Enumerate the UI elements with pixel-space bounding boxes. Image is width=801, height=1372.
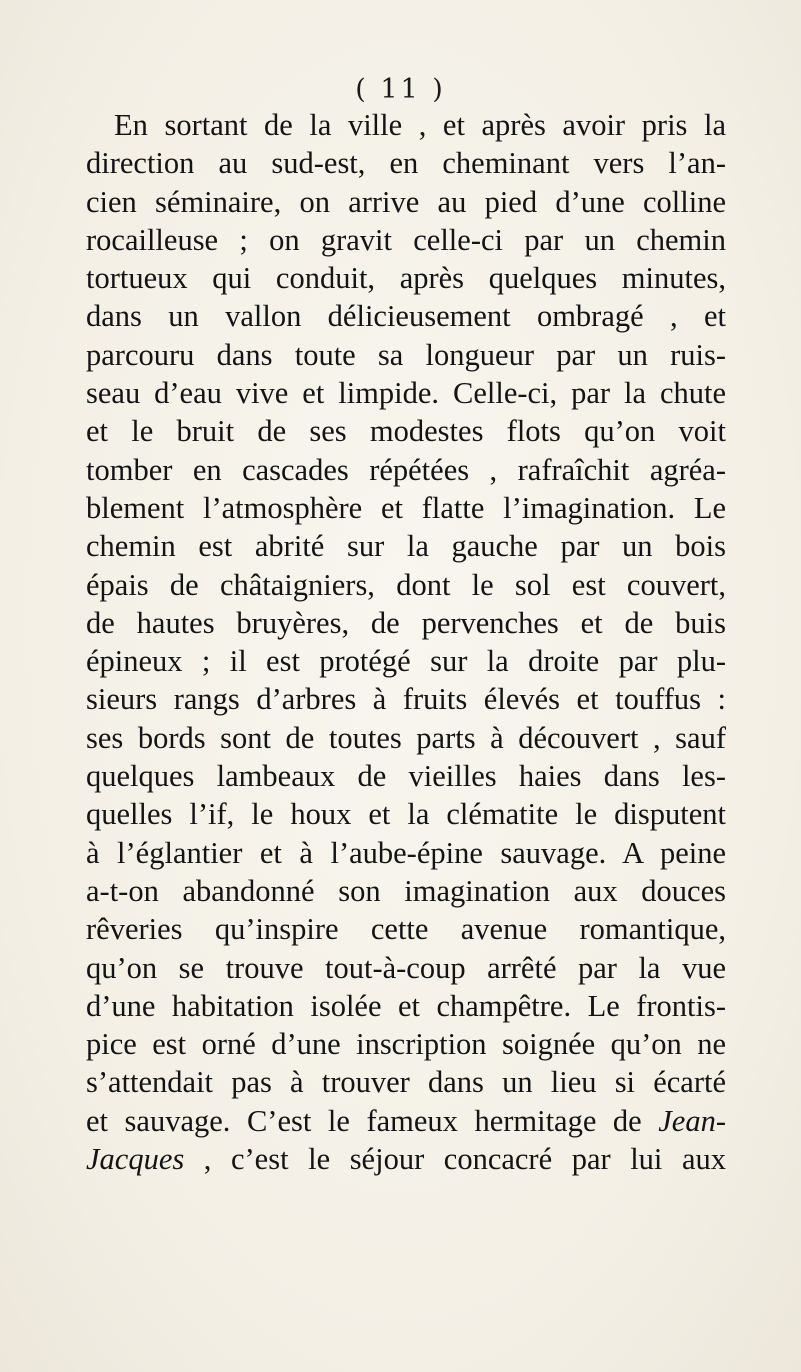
text-line: s’attendait pas à trouver dans un lieu si écarté bbox=[86, 1065, 726, 1100]
text-line: rocailleuse ; on gravit celle-ci par un chemin bbox=[86, 222, 726, 257]
text-line: qu’on se trouve tout-à-coup arrêté par la vue bbox=[86, 950, 726, 985]
text-line: ses bords sont de toutes parts à découvert , sauf bbox=[86, 720, 726, 755]
text-line: de hautes bruyères, de pervenches et de buis bbox=[86, 605, 726, 640]
text-line: parcouru dans toute sa longueur par un ruis- bbox=[86, 337, 726, 372]
text-line: blement l’atmosphère et flatte l’imagination. Le bbox=[86, 490, 726, 525]
text-line: d’une habitation isolée et champêtre. Le frontis- bbox=[86, 988, 726, 1023]
text-line: chemin est abrité sur la gauche par un bois bbox=[86, 529, 726, 564]
text-line: quelques lambeaux de vieilles haies dans les- bbox=[86, 759, 726, 794]
text-line: tortueux qui conduit, après quelques minutes, bbox=[86, 261, 726, 296]
italic-name: Jean- bbox=[658, 1103, 726, 1138]
text-line: dans un vallon délicieusement ombragé , et bbox=[86, 299, 726, 334]
text-line: et le bruit de ses modestes flots qu’on voit bbox=[86, 414, 726, 449]
text-line: direction au sud-est, en cheminant vers l’an- bbox=[86, 146, 726, 181]
text-line: seau d’eau vive et limpide. Celle-ci, par la chute bbox=[86, 376, 726, 411]
text-segment: et sauvage. C’est le fameux hermitage de bbox=[86, 1103, 659, 1138]
text-line: épais de châtaigniers, dont le sol est couvert, bbox=[86, 567, 726, 602]
text-line: a-t-on abandonné son imagination aux douces bbox=[86, 873, 726, 908]
text-line: tomber en cascades répétées , rafraîchit agréa- bbox=[86, 452, 726, 487]
text-line: cien séminaire, on arrive au pied d’une colline bbox=[86, 184, 726, 219]
text-line: épineux ; il est protégé sur la droite par plu- bbox=[86, 644, 726, 679]
page-number: ( 11 ) bbox=[355, 74, 446, 105]
text-line: pice est orné d’une inscription soignée qu’on ne bbox=[86, 1027, 726, 1062]
italic-name: Jacques bbox=[86, 1142, 185, 1177]
text-segment: , c’est le séjour concacré par lui aux bbox=[184, 1142, 726, 1177]
text-line: à l’églantier et à l’aube-épine sauvage. A peine bbox=[86, 835, 726, 870]
text-line bbox=[86, 1140, 726, 1178]
text-line: quelles l’if, le houx et la clématite le disputent bbox=[86, 797, 726, 832]
text-line: rêveries qu’inspire cette avenue romantique, bbox=[86, 912, 726, 947]
text-line bbox=[86, 1102, 726, 1140]
body-text bbox=[86, 106, 726, 1178]
text-line: sieurs rangs d’arbres à fruits élevés et touffus : bbox=[86, 682, 726, 717]
text-line: En sortant de la ville , et après avoir pris la bbox=[114, 108, 726, 142]
